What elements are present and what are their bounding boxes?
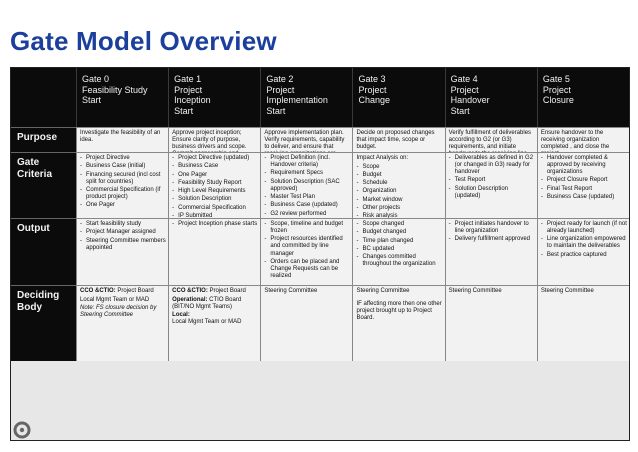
output-list xyxy=(541,221,627,259)
criteria-cell xyxy=(537,152,629,218)
row-label-purpose: Purpose xyxy=(11,127,76,152)
list-item: - Business Case xyxy=(172,163,258,170)
list-item: - Financing secured (incl cost split for countries) xyxy=(80,172,166,186)
purpose-cell: Verify fulfillment of deliverables according to G2 (or G3) requirements, and initiate xyxy=(445,127,537,152)
list-item: - Project Closure Report xyxy=(541,177,627,184)
note-line xyxy=(80,305,166,319)
criteria-list xyxy=(172,155,258,218)
gate-label: Gate 0 xyxy=(82,74,110,84)
deciding-cell xyxy=(168,285,260,361)
deciding-cell xyxy=(76,285,168,361)
list-item: - IP Submitted xyxy=(172,213,258,218)
list-item: - Deliverables as defined in G2 (or changed in G3) ready for handover xyxy=(449,155,535,176)
list-item: - Requirement Specs xyxy=(264,170,350,177)
page-title: Gate Model Overview xyxy=(10,26,277,56)
note-text: FS closure decision by Steering Committee xyxy=(80,305,157,319)
list-item: - One Pager xyxy=(172,172,258,179)
purpose-cell: Investigate the feasibility of an idea. xyxy=(76,127,168,152)
list-item: - Solution Description xyxy=(172,196,258,203)
gate-name: Project Inception xyxy=(174,84,211,105)
list-item: - Best practice captured xyxy=(541,252,627,259)
list-item: - Project Manager assigned xyxy=(80,229,166,236)
list-item: - Changes committed throughout the organization xyxy=(356,254,442,268)
list-item: - Solution Description (SAC approved) xyxy=(264,179,350,193)
row-label-output: Output xyxy=(11,218,76,285)
criteria-list xyxy=(541,155,627,201)
cco-line xyxy=(80,288,166,295)
criteria-list xyxy=(449,155,535,200)
criteria-cell xyxy=(352,152,444,218)
list-item: - G2 review performed xyxy=(264,211,350,218)
deciding-cell xyxy=(352,285,444,361)
output-list xyxy=(449,221,535,243)
list-item: - Project Directive xyxy=(80,155,166,162)
note-label: Note: xyxy=(80,305,95,312)
list-item: - Project initiates handover to line organization xyxy=(449,221,535,235)
list-item: - Business Case (updated) xyxy=(541,194,627,201)
gate-header-4 xyxy=(445,68,537,127)
list-item: - Schedule xyxy=(356,180,442,187)
list-item: - Master Test Plan xyxy=(264,194,350,201)
circle-logo-icon xyxy=(12,420,32,440)
output-cell xyxy=(168,218,260,285)
local-line: Local Mgmt Team or MAD xyxy=(80,296,150,303)
list-item: - Project Directive (updated) xyxy=(172,155,258,162)
operational-label: Operational: xyxy=(172,296,208,303)
deciding-text: Steering Committee xyxy=(264,288,318,294)
list-item: - Start feasibility study xyxy=(80,221,166,228)
deciding-cell xyxy=(445,285,537,361)
row-label-criteria: Gate Criteria xyxy=(11,152,76,218)
list-item: - Time plan changed xyxy=(356,238,442,245)
header-corner xyxy=(11,68,76,127)
operational-value: CTIO Board xyxy=(209,296,242,303)
list-item: - Orders can be placed and Change Requests can be realized xyxy=(264,259,350,280)
gate-label: Gate 5 xyxy=(542,74,570,84)
gate-name: Project Closure xyxy=(542,84,574,105)
output-cell xyxy=(352,218,444,285)
gate-status: Start xyxy=(174,105,194,116)
purpose-cell: Approve project inception; Ensure clarity of purpose, business drivers and scope. xyxy=(168,127,260,152)
deciding-note: IF affecting more then one other project brought up to Project Board. xyxy=(356,301,442,322)
gate-header-1 xyxy=(168,68,260,127)
list-item: - Handover completed & approved by receiving organizations xyxy=(541,155,627,176)
list-item: - Commercial Specification (if product project) xyxy=(80,187,166,201)
purpose-cell: Approve implementation plan. Verify requirements, capability to deliver, and ensure that xyxy=(260,127,352,152)
cco-line xyxy=(172,288,258,295)
list-item: - Budget xyxy=(356,172,442,179)
output-cell xyxy=(445,218,537,285)
criteria-cell xyxy=(168,152,260,218)
purpose-cell: Decide on proposed changes that impact time, scope or budget. xyxy=(352,127,444,152)
gate-status: Start xyxy=(266,105,286,116)
deciding-cell xyxy=(260,285,352,361)
deciding-text: Steering Committee xyxy=(448,288,502,294)
list-item: - Market window xyxy=(356,197,442,204)
list-item: - Delivery fulfillment approved xyxy=(449,236,535,243)
gate-header-0 xyxy=(76,68,168,127)
output-list xyxy=(264,221,350,280)
cco-label: CCO &CTIO: xyxy=(172,288,208,294)
list-item: - Project Definition (incl. Handover criteria) xyxy=(264,155,350,169)
criteria-list xyxy=(80,155,166,209)
gate-name: Project Handover xyxy=(450,84,490,105)
list-item: - Steering Committee members appointed xyxy=(80,238,166,252)
list-item: - Project ready for launch (if not already launched) xyxy=(541,221,627,235)
deciding-cell xyxy=(537,285,629,361)
list-item: - Commercial Specification xyxy=(172,205,258,212)
list-item: - Project resources identified and committed by line manager xyxy=(264,236,350,257)
gate-header-2 xyxy=(260,68,352,127)
list-item: - Line organization empowered to maintain the deliverables xyxy=(541,236,627,250)
operational-sub: (BIT/NO Mgmt Teams) xyxy=(172,303,233,310)
criteria-cell xyxy=(76,152,168,218)
output-list xyxy=(356,221,442,268)
output-cell xyxy=(76,218,168,285)
gate-header-5 xyxy=(537,68,629,127)
list-item: - One Pager xyxy=(80,202,166,209)
list-item: - Scope xyxy=(356,164,442,171)
list-item: - High Level Requirements xyxy=(172,188,258,195)
list-item: - Organization xyxy=(356,188,442,195)
deciding-text: Steering Committee xyxy=(540,288,594,294)
list-item: - Feasibility Study Report xyxy=(172,180,258,187)
gate-status: Start xyxy=(450,105,470,116)
gate-label: Gate 3 xyxy=(358,74,386,84)
gate-status: Start xyxy=(82,95,102,105)
list-item: - BC updated xyxy=(356,246,442,253)
criteria-cell xyxy=(260,152,352,218)
deciding-text: Steering Committee xyxy=(356,288,410,294)
cco-label: CCO &CTIO: xyxy=(80,288,116,294)
list-item: - Business Case (updated) xyxy=(264,202,350,209)
list-item: - Business Case (initial) xyxy=(80,163,166,170)
operational-line xyxy=(172,297,258,304)
list-item: - Scope changed xyxy=(356,221,442,228)
local-label: Local: xyxy=(172,312,190,319)
list-item: - Budget changed xyxy=(356,229,442,236)
output-list xyxy=(80,221,166,252)
output-cell xyxy=(260,218,352,285)
gate-model-table xyxy=(10,67,630,441)
criteria-cell xyxy=(445,152,537,218)
cco-value: Project Board xyxy=(209,288,246,294)
gate-name: Project Change xyxy=(358,84,391,105)
gate-label: Gate 1 xyxy=(174,74,202,84)
output-list xyxy=(172,221,258,228)
list-item: - Test Report xyxy=(449,177,535,184)
list-item: - Other projects xyxy=(356,205,442,212)
list-item: - Scope, timeline and budget frozen xyxy=(264,221,350,235)
gate-label: Gate 2 xyxy=(266,74,294,84)
criteria-list xyxy=(356,164,442,218)
purpose-cell: Ensure handover to the receiving organization completed , and close the xyxy=(537,127,629,152)
output-cell xyxy=(537,218,629,285)
list-item: - Risk analysis xyxy=(356,213,442,218)
gate-label: Gate 4 xyxy=(450,74,478,84)
gate-name: Project Implementation xyxy=(266,84,328,105)
row-label-deciding: Deciding Body xyxy=(11,285,76,361)
list-item: - Final Test Report xyxy=(541,186,627,193)
cco-value: Project Board xyxy=(117,288,154,294)
gate-name: Feasibility Study xyxy=(82,84,148,95)
list-item: - Solution Description (updated) xyxy=(449,186,535,200)
criteria-intro: Impact Analysis on: xyxy=(356,155,409,161)
criteria-list xyxy=(264,155,350,218)
list-item: - Project Inception phase starts xyxy=(172,221,258,228)
gate-header-3 xyxy=(352,68,444,127)
local-value: Local Mgmt Team or MAD xyxy=(172,319,242,326)
